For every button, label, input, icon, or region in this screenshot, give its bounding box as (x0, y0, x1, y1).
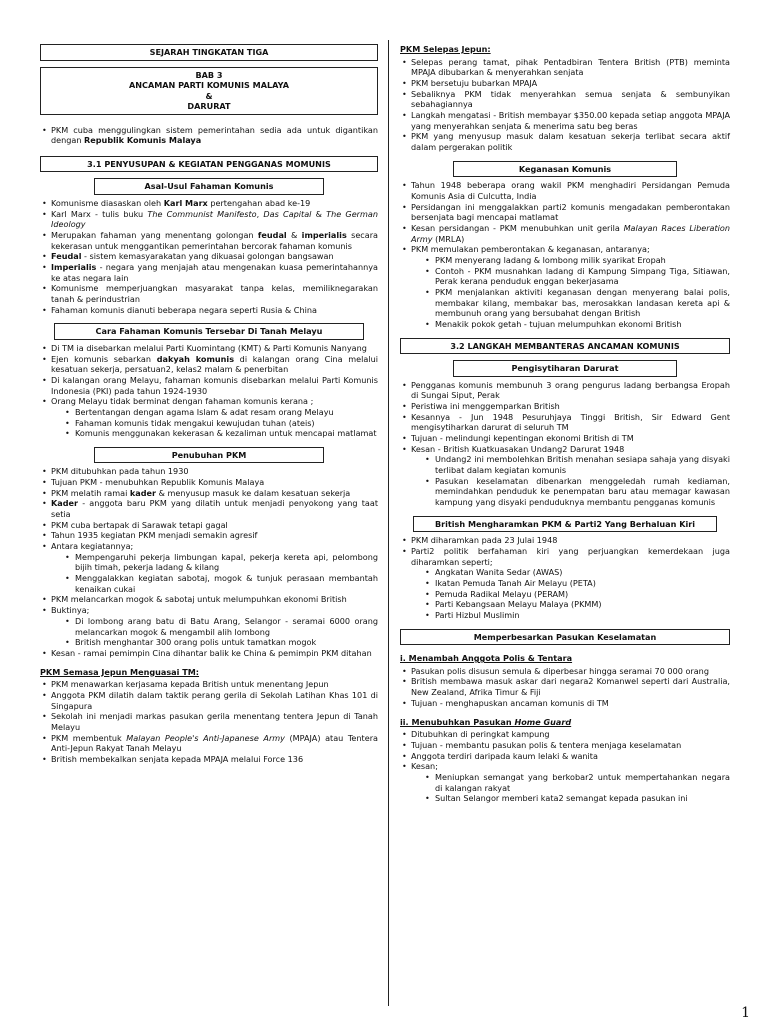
sub-list-item: • Pasukan keselamatan dibenarkan menggeledah rumah kediaman, memindahkan penduduk ke penempatan baru atau memagar kawasan kampung yang disyaki penduduknya membantu pengganas komunis (425, 476, 730, 508)
list-item: • Tahun 1948 beberapa orang wakil PKM menghadiri Persidangan Pemuda Komunis Asia di Culcutta, India (400, 180, 730, 201)
list-item: • PKM yang menyusup masuk dalam kesatuan sekerja terlibat secara aktif dalam pergerakan politik (400, 131, 730, 152)
sub-list-item: • Meniupkan semangat yang berkobar2 untuk mempertahankan negara di kalangan rakyat (425, 772, 730, 793)
list-item: • Kader - anggota baru PKM yang dilatih untuk menjadi penyokong yang taat setia (40, 498, 378, 519)
list-item: • British membawa masuk askar dari negara2 Komanwel seperti dari Australia, New Zealand, Afrika Timur & Fiji (400, 676, 730, 697)
cara-list (40, 343, 378, 439)
right-column (400, 44, 730, 812)
sub-list-item: • Parti Hizbul Muslimin (425, 610, 730, 621)
list-item: • Peristiwa ini menggemparkan British (400, 401, 730, 412)
list-item: • Komunisme diasaskan oleh Karl Marx pertengahan abad ke-19 (40, 198, 378, 209)
jepun-list (40, 679, 378, 764)
chapter-title: BAB 3 ANCAMAN PARTI KOMUNIS MALAYA & DARURAT (40, 67, 378, 115)
list-item: • Persidangan ini menggalakkan parti2 komunis mengadakan pemberontakan bersenjata bagi mencapai matlamat (400, 202, 730, 223)
sub-list-item: • Ikatan Pemuda Tanah Air Melayu (PETA) (425, 578, 730, 589)
list-item: • PKM melatih ramai kader & menyusup masuk ke dalam kesatuan sekerja (40, 488, 378, 499)
sub-list-item: • Mempengaruhi pekerja limbungan kapal, pekerja kereta api, pelombong bijih timah, pekerja ladang & kilang (65, 552, 378, 573)
list-item: • Kesan - British Kuatkuasakan Undang2 Darurat 1948 • Undang2 ini membolehkan British menahan sesiapa sahaja yang disyaki terlibat dalam kegiatan komunis • Pasukan keselamatan dibenarkan menggeledah rumah kediaman, memindahkan penduduk ke penempatan baru atau memagar kawasan kampung yang disyaki penduduknya membantu pengganas komunis (400, 444, 730, 508)
darurat-list (400, 380, 730, 508)
page-number: 1 (741, 1005, 750, 1021)
list-item: • Sebaliknya PKM tidak menyerahkan semua senjata & sembunyikan sebahagiannya (400, 89, 730, 110)
haram-heading: British Mengharamkan PKM & Parti2 Yang Berhaluan Kiri (413, 516, 717, 533)
list-item: • Karl Marx - tulis buku The Communist Manifesto, Das Capital & The German Ideology (40, 209, 378, 230)
list-item: • PKM cuba menggulingkan sistem pemerintahan sedia ada untuk digantikan dengan Republik Komunis Malaya (40, 125, 378, 146)
sub-list-item: • Sultan Selangor memberi kata2 semangat kepada pasukan ini (425, 793, 730, 804)
intro-list (40, 125, 378, 146)
keganasan-list (400, 180, 730, 329)
list-item: • Pengganas komunis membunuh 3 orang pengurus ladang berbangsa Eropah di Sungai Siput, Perak (400, 380, 730, 401)
jepun-heading: PKM Semasa Jepun Menguasai TM: (40, 666, 200, 677)
list-item: • PKM bersetuju bubarkan MPAJA (400, 78, 730, 89)
sub-list-item: • Menggalakkan kegiatan sabotaj, mogok & tunjuk perasaan membantah kenaikan cukai (65, 573, 378, 594)
list-item: • Kesan; • Meniupkan semangat yang berkobar2 untuk mempertahankan negara di kalangan rakyat • Sultan Selangor memberi kata2 semangat kepada pasukan ini (400, 761, 730, 804)
sub-list-item: • Pemuda Radikal Melayu (PERAM) (425, 589, 730, 600)
sub-list-item: • PKM menjalankan aktiviti keganasan dengan menyerang balai polis, membakar kilang, membakar bas, merosakkan landasan kereta api & membunuh orang yang bersubahat dengan British (425, 287, 730, 319)
list-item: • Kesan - ramai pemimpin Cina dihantar balik ke China & pemimpin PKM ditahan (40, 648, 378, 659)
sub-list-item: • Menakik pokok getah - tujuan melumpuhkan ekonomi British (425, 319, 730, 330)
list-item: • PKM cuba bertapak di Sarawak tetapi gagal (40, 520, 378, 531)
list-item: • Sekolah ini menjadi markas pasukan gerila menentang tentera Jepun di Tanah Melayu (40, 711, 378, 732)
sub-list-item: • British menghantar 300 orang polis untuk tamatkan mogok (65, 637, 378, 648)
sub-list-item: • Komunis menggunakan kekerasan & kezaliman untuk mencapai matlamat (65, 428, 378, 439)
list-item: • Tujuan - menghapuskan ancaman komunis di TM (400, 698, 730, 709)
list-item: • Buktinya; • Di lombong arang batu di Batu Arang, Selangor - seramai 6000 orang melancarkan mogok & mengambil alih lombong • British menghantar 300 orang polis untuk tamatkan mogok (40, 605, 378, 648)
list-item: • Langkah mengatasi - British membayar $350.00 kepada setiap anggota MPAJA yang menyerahkan senjata & menerima satu beg beras (400, 110, 730, 131)
list-item: • Anggota terdiri daripada kaum lelaki & wanita (400, 751, 730, 762)
keganasan-heading: Keganasan Komunis (453, 161, 677, 178)
list-item: • Tujuan - melindungi kepentingan ekonomi British di TM (400, 433, 730, 444)
list-item: • Tahun 1935 kegiatan PKM menjadi semakin agresif (40, 530, 378, 541)
list-item: • PKM ditubuhkan pada tahun 1930 (40, 466, 378, 477)
list-item: • Di kalangan orang Melayu, fahaman komunis disebarkan melalui Parti Komunis Indonesia (PKI) pada tahun 1924-1930 (40, 375, 378, 396)
section-3-2-heading: 3.2 LANGKAH MEMBANTERAS ANCAMAN KOMUNIS (400, 338, 730, 355)
list-item: • Parti2 politik berfahaman kiri yang perjuangkan kemerdekaan juga diharamkan seperti; • Angkatan Wanita Sedar (AWAS) • Ikatan Pemuda Tanah Air Melayu (PETA) • Pemuda Radikal Melayu (PERAM) • Parti Kebangsaan Melayu Malaya (PKMM) • Parti Hizbul Muslimin (400, 546, 730, 621)
list-item: • Fahaman komunis dianuti beberapa negara seperti Rusia & China (40, 305, 378, 316)
pasukan-sub-heading-2: ii. Menubuhkan Pasukan Home Guard (400, 716, 572, 727)
asal-usul-list (40, 198, 378, 315)
sub-list-item: • Contoh - PKM musnahkan ladang di Kampung Simpang Tiga, Sitiawan, Perak kerana penduduk enggan bekerjasama (425, 266, 730, 287)
cara-heading: Cara Fahaman Komunis Tersebar Di Tanah Melayu (54, 323, 365, 340)
list-item: • PKM menawarkan kerjasama kepada British untuk menentang Jepun (40, 679, 378, 690)
sub-list-item: • Undang2 ini membolehkan British menahan sesiapa sahaja yang disyaki terlibat dalam kegiatan komunis (425, 454, 730, 475)
list-item: • Selepas perang tamat, pihak Pentadbiran Tentera British (PTB) meminta MPAJA dibubarkan & menyerahkan senjata (400, 57, 730, 78)
column-divider (388, 40, 389, 1006)
asal-usul-heading: Asal-Usul Fahaman Komunis (94, 178, 324, 195)
list-item: • Imperialis - negara yang menjajah atau mengenakan kuasa pemerintahannya ke atas negara lain (40, 262, 378, 283)
sub-list-item: • Bertentangan dengan agama Islam & adat resam orang Melayu (65, 407, 378, 418)
penubuhan-heading: Penubuhan PKM (94, 447, 324, 464)
list-item: • PKM memulakan pemberontakan & keganasan, antaranya; • PKM menyerang ladang & lombong milik syarikat Eropah • Contoh - PKM musnahkan ladang di Kampung Simpang Tiga, Sitiawan, Perak kerana penduduk enggan bekerjasama • PKM menjalankan aktiviti keganasan dengan menyerang balai polis, membakar kilang, membakar bas, merosakkan landasan kereta api & membunuh orang yang bersubahat dengan British • Menakik pokok getah - tujuan melumpuhkan ekonomi British (400, 244, 730, 329)
section-3-1-heading: 3.1 PENYUSUPAN & KEGIATAN PENGGANAS MOMUNIS (40, 156, 378, 173)
list-item: • Tujuan PKM - menubuhkan Republik Komunis Malaya (40, 477, 378, 488)
document-title: SEJARAH TINGKATAN TIGA (40, 44, 378, 61)
list-item: • PKM diharamkan pada 23 Julai 1948 (400, 535, 730, 546)
list-item: • Merupakan fahaman yang menentang golongan feudal & imperialis secara kekerasan untuk menggantikan pemerintahan bercorak fahaman komunis (40, 230, 378, 251)
penubuhan-list (40, 466, 378, 658)
sub-list-item: • Fahaman komunis tidak mengakui kewujudan tuhan (ateis) (65, 418, 378, 429)
selepas-heading: PKM Selepas Jepun: (400, 44, 491, 54)
haram-list (400, 535, 730, 620)
list-item: • Ditubuhkan di peringkat kampung (400, 729, 730, 740)
sub-list-item: • Parti Kebangsaan Melayu Malaya (PKMM) (425, 599, 730, 610)
list-item: • Di TM ia disebarkan melalui Parti Kuomintang (KMT) & Parti Komunis Nanyang (40, 343, 378, 354)
darurat-heading: Pengisytiharan Darurat (453, 360, 677, 377)
list-item: • PKM melancarkan mogok & sabotaj untuk melumpuhkan ekonomi British (40, 594, 378, 605)
left-column (40, 44, 378, 773)
list-item: • Anggota PKM dilatih dalam taktik perang gerila di Sekolah Latihan Khas 101 di Singapura (40, 690, 378, 711)
sub-list-item: • Angkatan Wanita Sedar (AWAS) (425, 567, 730, 578)
pasukan-sub-heading-1: i. Menambah Anggota Polis & Tentara (400, 653, 573, 664)
list-item: • Antara kegiatannya; • Mempengaruhi pekerja limbungan kapal, pekerja kereta api, pelombong bijih timah, pekerja ladang & kilang • Menggalakkan kegiatan sabotaj, mogok & tunjuk perasaan membantah kenaikan cukai (40, 541, 378, 594)
sub-list-item: • Di lombong arang batu di Batu Arang, Selangor - seramai 6000 orang melancarkan mogok & mengambil alih lombong (65, 616, 378, 637)
sub-list-item: • PKM menyerang ladang & lombong milik syarikat Eropah (425, 255, 730, 266)
list-item: • Ejen komunis sebarkan dakyah komunis di kalangan orang Cina melalui kesatuan sekerja, persatuan2, kelas2 malam & penerbitan (40, 354, 378, 375)
pasukan-list-1 (400, 666, 730, 709)
list-item: • Kesannya - Jun 1948 Pesuruhjaya Tinggi British, Sir Edward Gent mengisytiharkan darurat di seluruh TM (400, 412, 730, 433)
pasukan-heading: Memperbesarkan Pasukan Keselamatan (400, 629, 730, 646)
pasukan-list-2 (400, 729, 730, 804)
list-item: • British membekalkan senjata kepada MPAJA melalui Force 136 (40, 754, 378, 765)
list-item: • Tujuan - membantu pasukan polis & tentera menjaga keselamatan (400, 740, 730, 751)
list-item: • Pasukan polis disusun semula & diperbesar hingga seramai 70 000 orang (400, 666, 730, 677)
list-item: • Kesan persidangan - PKM menubuhkan unit gerila Malayan Races Liberation Army (MRLA) (400, 223, 730, 244)
list-item: • Komunisme memperjuangkan masyarakat tanpa kelas, memiliknegarakan tanah & perindustrian (40, 283, 378, 304)
list-item: • PKM membentuk Malayan People's Anti-Japanese Army (MPAJA) atau Tentera Anti-Jepun Rakyat Tanah Melayu (40, 733, 378, 754)
list-item: • Feudal - sistem kemasyarakatan yang dikuasai golongan bangsawan (40, 251, 378, 262)
list-item: • Orang Melayu tidak berminat dengan fahaman komunis kerana ; • Bertentangan dengan agama Islam & adat resam orang Melayu • Fahaman komunis tidak mengakui kewujudan tuhan (ateis) • Komunis menggunakan kekerasan & kezaliman untuk mencapai matlamat (40, 396, 378, 439)
selepas-list (400, 57, 730, 153)
